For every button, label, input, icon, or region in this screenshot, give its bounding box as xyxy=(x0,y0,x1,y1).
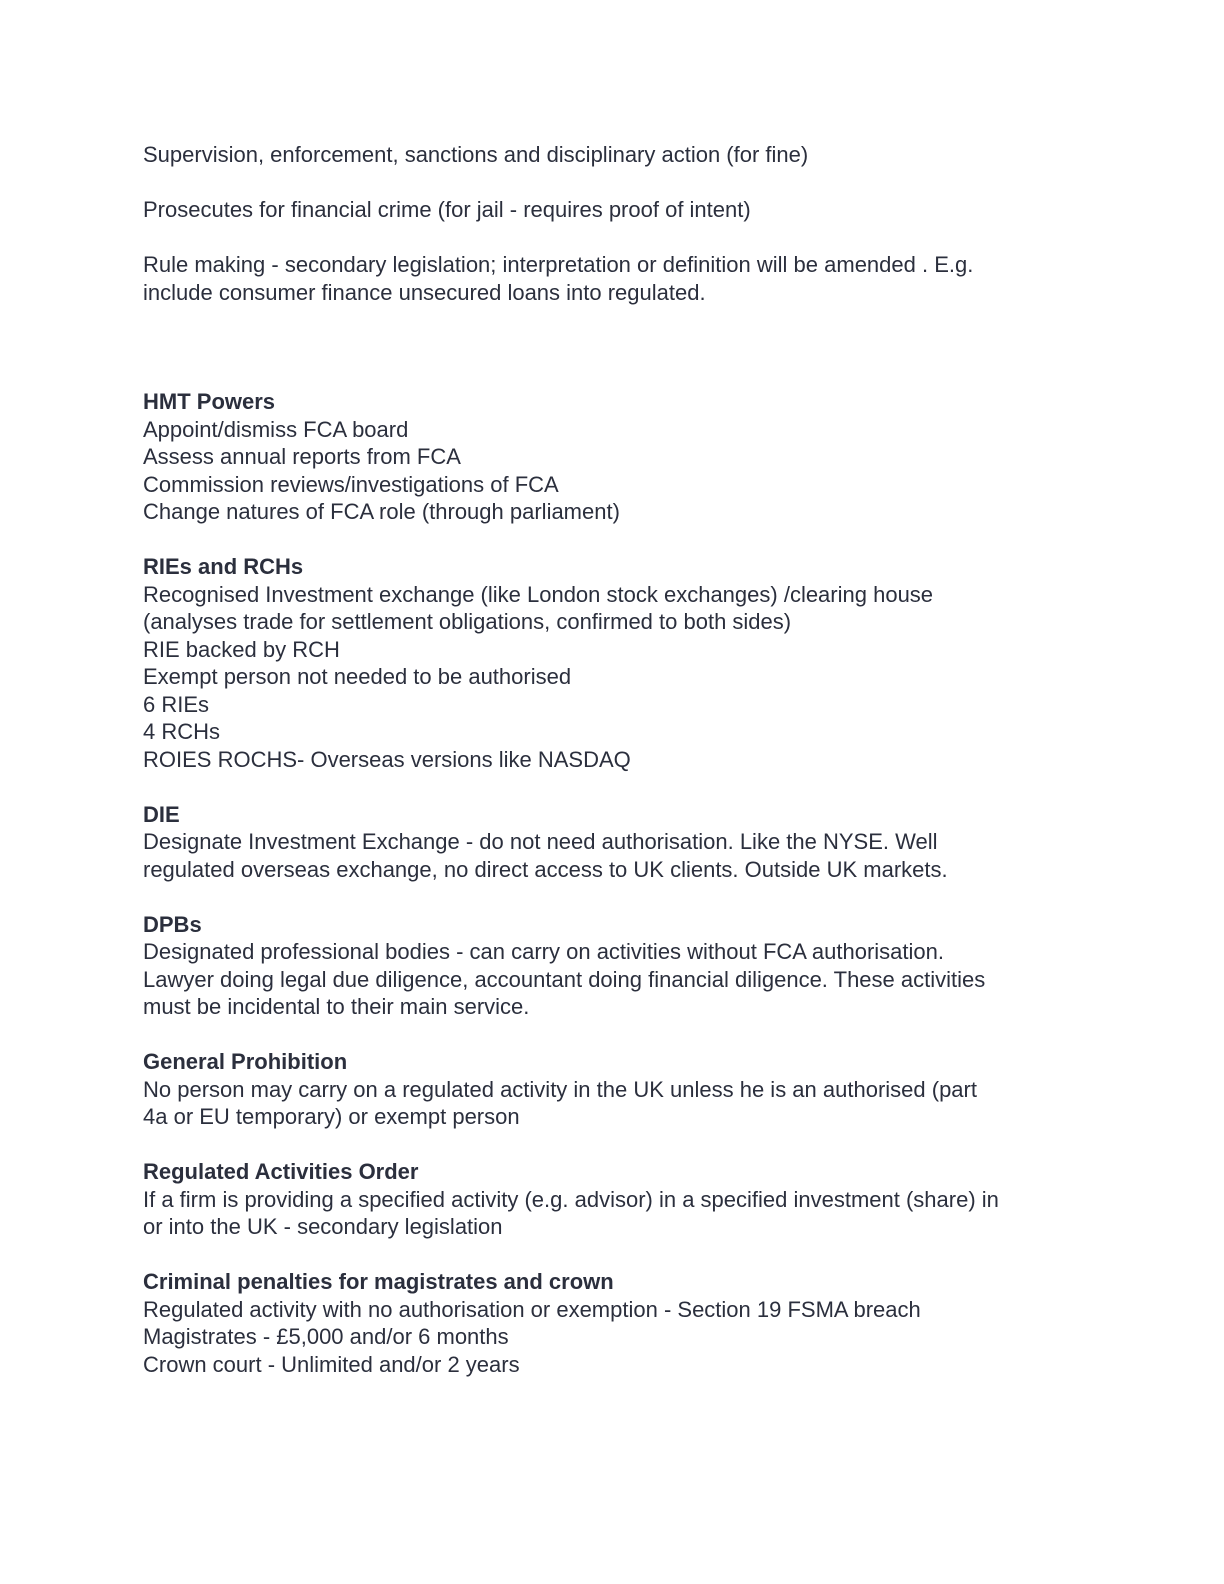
section-line: Recognised Investment exchange (like London stock exchanges) /clearing house xyxy=(143,581,934,607)
section-line: Designate Investment Exchange - do not need authorisation. Like the NYSE. Well xyxy=(143,829,938,854)
section-line: must be incidental to their main service. xyxy=(143,994,530,1019)
intro-block xyxy=(143,141,1083,306)
spacer xyxy=(143,306,1083,388)
section-heading: DPBs xyxy=(143,911,202,937)
section-line: Lawyer doing legal due diligence, accountant doing financial diligence. These activities xyxy=(143,966,986,992)
section-line: ROIES ROCHS- Overseas versions like NASDAQ xyxy=(143,746,631,772)
section-line: 4a or EU temporary) or exempt person xyxy=(143,1104,520,1129)
section-dpbs xyxy=(143,911,1083,1021)
section-line: Designated professional bodies - can carry on activities without FCA authorisation. xyxy=(143,939,944,964)
section-line: 4 RCHs xyxy=(143,719,221,744)
section-line: Exempt person not needed to be authorised xyxy=(143,664,572,689)
section-die xyxy=(143,801,1083,884)
section-line: regulated overseas exchange, no direct access to UK clients. Outside UK markets. xyxy=(143,856,948,882)
section-line: RIE backed by RCH xyxy=(143,636,340,662)
section-line: Magistrates - £5,000 and/or 6 months xyxy=(143,1324,509,1349)
section-heading: HMT Powers xyxy=(143,389,276,414)
intro-paragraph xyxy=(143,251,1083,306)
section-hmt-powers xyxy=(143,388,1083,526)
section-heading: Regulated Activities Order xyxy=(143,1159,419,1184)
section-regulated-activities-order xyxy=(143,1158,1083,1241)
section-line: If a firm is providing a specified activity (e.g. advisor) in a specified investment (share) in xyxy=(143,1186,999,1212)
intro-paragraph: Supervision, enforcement, sanctions and disciplinary action (for fine) xyxy=(143,142,809,167)
section-line: Change natures of FCA role (through parliament) xyxy=(143,499,620,524)
section-heading: DIE xyxy=(143,801,180,827)
section-heading: General Prohibition xyxy=(143,1049,348,1074)
paragraph-line: include consumer finance unsecured loans into regulated. xyxy=(143,279,706,305)
section-heading: RIEs and RCHs xyxy=(143,554,304,579)
section-general-prohibition xyxy=(143,1048,1083,1131)
section-line: Appoint/dismiss FCA board xyxy=(143,416,409,442)
paragraph-line: Rule making - secondary legislation; interpretation or definition will be amended . E.g. xyxy=(143,252,974,277)
intro-paragraph: Prosecutes for financial crime (for jail - requires proof of intent) xyxy=(143,197,751,222)
section-ries-and-rchs xyxy=(143,553,1083,773)
section-heading: Criminal penalties for magistrates and crown xyxy=(143,1269,614,1294)
sections xyxy=(143,388,1083,1378)
section-line: (analyses trade for settlement obligations, confirmed to both sides) xyxy=(143,609,792,634)
section-line: Commission reviews/investigations of FCA xyxy=(143,471,559,497)
section-criminal-penalties xyxy=(143,1268,1083,1378)
section-line: Assess annual reports from FCA xyxy=(143,444,461,469)
section-line: Regulated activity with no authorisation or exemption - Section 19 FSMA breach xyxy=(143,1296,921,1322)
section-line: or into the UK - secondary legislation xyxy=(143,1214,503,1239)
section-line: Crown court - Unlimited and/or 2 years xyxy=(143,1351,520,1377)
section-line: 6 RIEs xyxy=(143,691,210,717)
document-page xyxy=(143,141,1083,1378)
section-line: No person may carry on a regulated activity in the UK unless he is an authorised (part xyxy=(143,1076,977,1102)
